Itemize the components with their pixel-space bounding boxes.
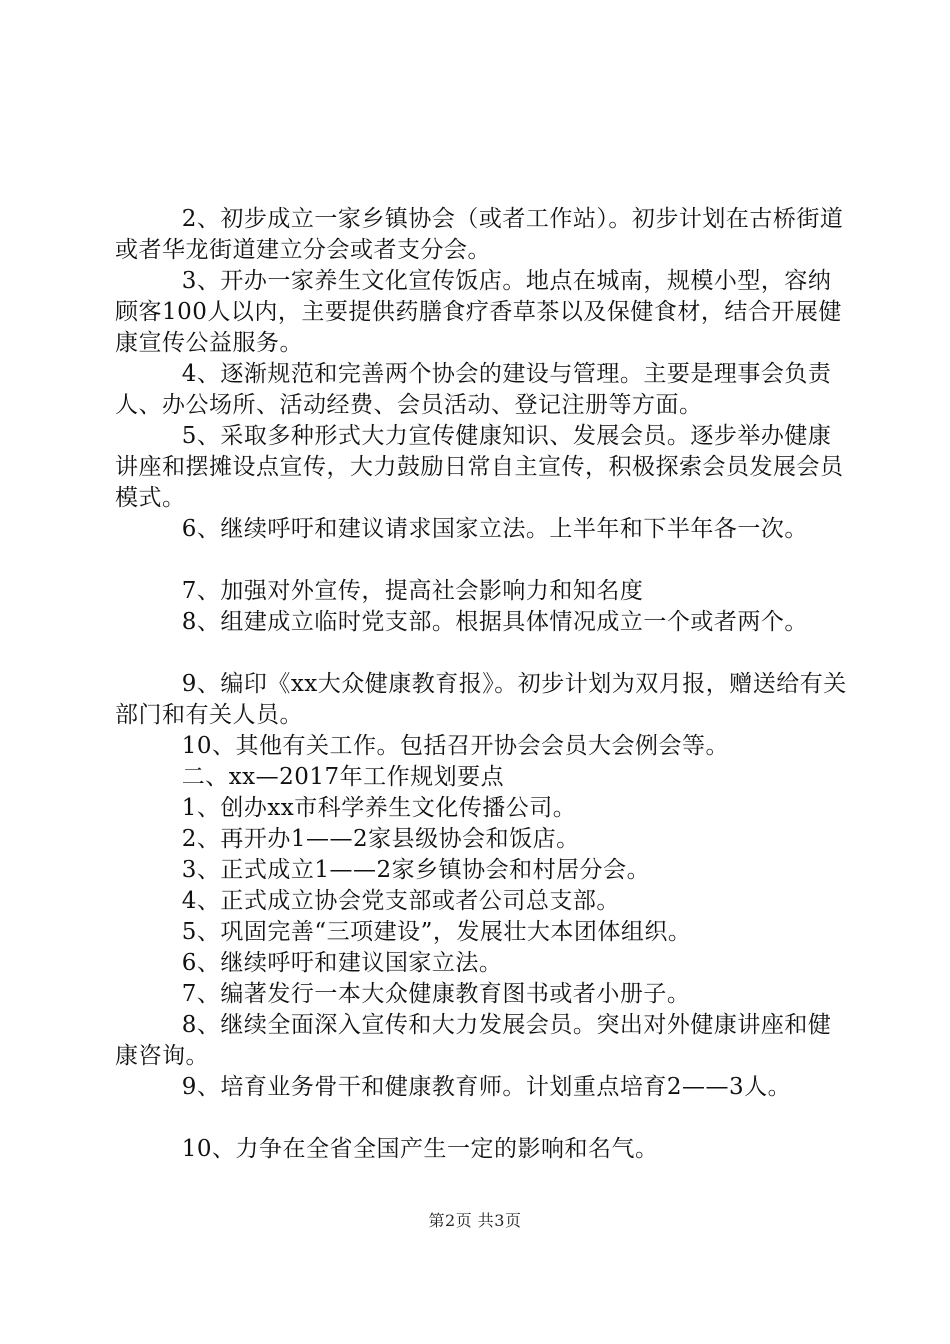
paragraph-5: 5、采取多种形式大力宣传健康知识、发展会员。逐步举办健康讲座和摆摊设点宣传，大力鼓励日常自主宣传，积极探索会员发展会员模式。	[115, 423, 844, 511]
paragraph-10: 10、其他有关工作。包括召开协会会员大会例会等。	[181, 733, 729, 759]
plan-item-4: 4、正式成立协会党支部或者公司总支部。	[181, 888, 620, 914]
paragraph-spacer	[115, 545, 850, 576]
plan-item-7: 7、编著发行一本大众健康教育图书或者小册子。	[181, 981, 691, 1007]
plan-item-9: 9、培育业务骨干和健康教育师。计划重点培育2——3人。	[181, 1074, 792, 1100]
paragraph-8: 8、组建成立临时党支部。根据具体情况成立一个或者两个。	[181, 609, 808, 635]
plan-item-2: 2、再开办1——2家县级协会和饭店。	[181, 826, 580, 852]
plan-item-5: 5、巩固完善“三项建设”，发展壮大本团体组织。	[181, 919, 692, 945]
plan-item-10: 10、力争在全省全国产生一定的影响和名气。	[181, 1136, 659, 1162]
plan-item-3: 3、正式成立1——2家乡镇协会和村居分会。	[181, 857, 651, 883]
page-number-footer: 第2页 共3页	[428, 1211, 522, 1230]
document-body	[115, 204, 850, 1165]
plan-item-6: 6、继续呼吁和建议国家立法。	[181, 950, 503, 976]
paragraph-4: 4、逐渐规范和完善两个协会的建设与管理。主要是理事会负责人、办公场所、活动经费、会员活动、登记注册等方面。	[115, 361, 832, 418]
plan-item-8: 8、继续全面深入宣传和大力发展会员。突出对外健康讲座和健康咨询。	[115, 1012, 832, 1069]
paragraph-9: 9、编印《xx大众健康教育报》。初步计划为双月报，赠送给有关部门和有关人员。	[115, 671, 847, 728]
plan-item-1: 1、创办xx市科学养生文化传播公司。	[181, 795, 577, 821]
section-heading: 二、xx—2017年工作规划要点	[181, 764, 505, 790]
paragraph-3: 3、开办一家养生文化宣传饭店。地点在城南，规模小型，容纳顾客100人以内，主要提供药膳食疗香草茶以及保健食材，结合开展健康宣传公益服务。	[115, 268, 842, 356]
paragraph-6: 6、继续呼吁和建议请求国家立法。上半年和下半年各一次。	[181, 516, 808, 542]
paragraph-2: 2、初步成立一家乡镇协会（或者工作站）。初步计划在古桥街道或者华龙街道建立分会或者支分会。	[115, 206, 844, 263]
paragraph-spacer	[115, 638, 850, 669]
paragraph-7: 7、加强对外宣传，提高社会影响力和知名度	[181, 578, 644, 604]
paragraph-spacer	[115, 1103, 850, 1134]
